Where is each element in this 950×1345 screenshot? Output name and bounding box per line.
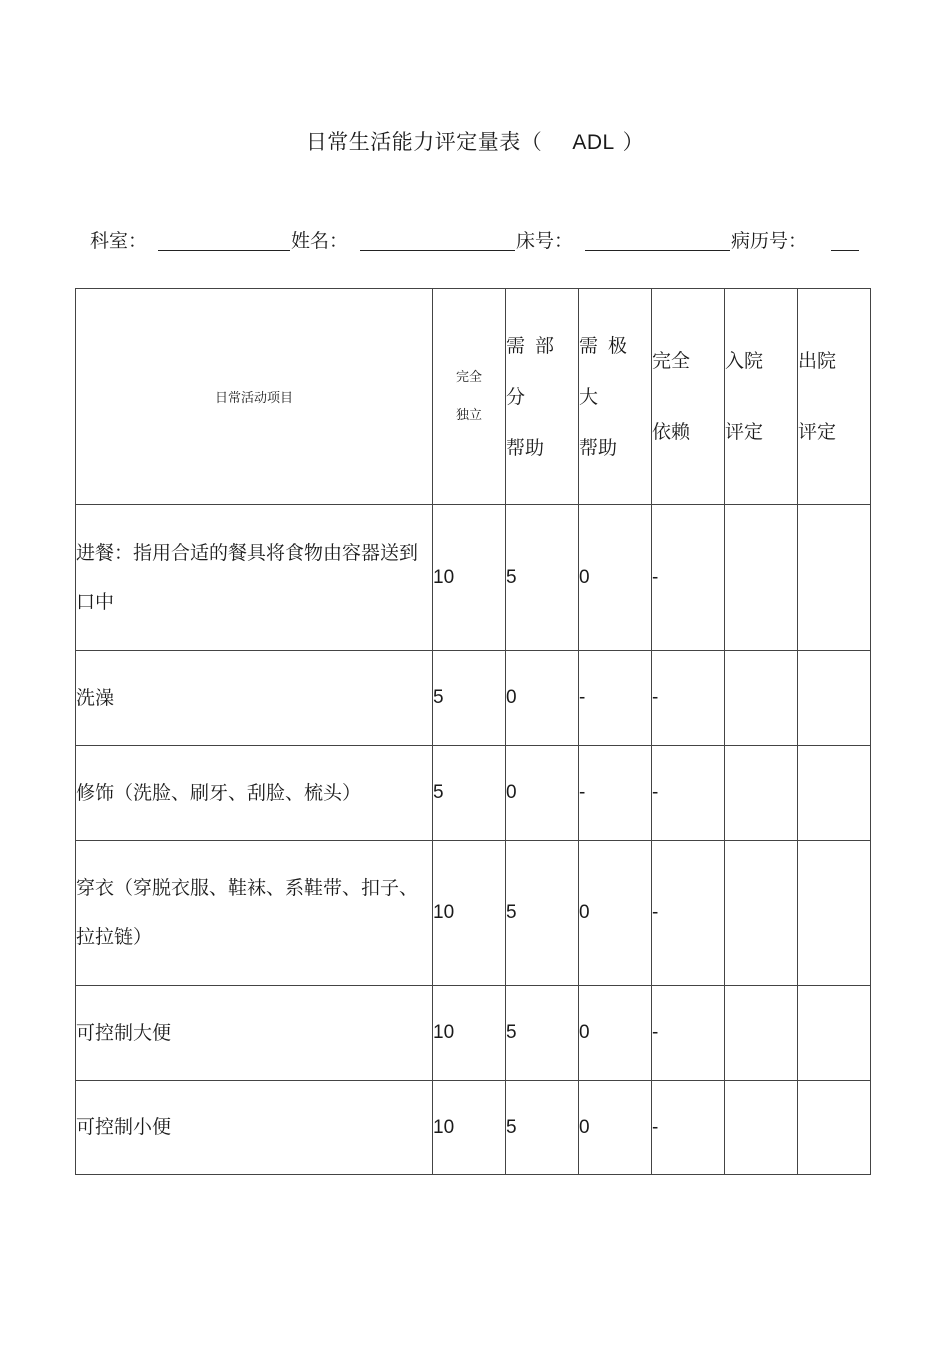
header-great-line: 大 [579, 385, 599, 408]
row-discharge-score[interactable] [798, 746, 871, 841]
title-abbr: ADL [572, 131, 615, 154]
table-row [76, 746, 871, 841]
row-independent: 10 [433, 505, 506, 651]
row-independent: 10 [433, 986, 506, 1081]
record-field[interactable] [831, 250, 859, 251]
row-partial: 0 [506, 651, 579, 746]
header-dependent-line: 完全 [652, 349, 691, 372]
department-label: 科室： [90, 230, 148, 252]
row-partial: 5 [506, 841, 579, 986]
row-discharge-score[interactable] [798, 986, 871, 1081]
row-discharge-score[interactable] [798, 505, 871, 651]
row-admission-score[interactable] [725, 651, 798, 746]
row-partial: 5 [506, 505, 579, 651]
row-great: 0 [579, 841, 652, 986]
row-great: 0 [579, 1081, 652, 1175]
header-great-line: 需 极 [579, 334, 630, 357]
row-great: - [579, 746, 652, 841]
adl-table [75, 288, 871, 1175]
row-admission-score[interactable] [725, 841, 798, 986]
row-independent: 10 [433, 841, 506, 986]
row-admission-score[interactable] [725, 986, 798, 1081]
row-partial: 0 [506, 746, 579, 841]
header-independent [433, 289, 506, 505]
row-dependent: - [652, 841, 725, 986]
patient-info-row [0, 226, 950, 256]
header-discharge [798, 289, 871, 505]
table-header-row [76, 289, 871, 505]
row-discharge-score[interactable] [798, 1081, 871, 1175]
row-independent: 5 [433, 746, 506, 841]
row-dependent: - [652, 746, 725, 841]
header-partial-line: 分 [506, 385, 526, 408]
header-admission-line: 入院 [725, 349, 764, 372]
header-discharge-line: 评定 [798, 420, 837, 443]
row-item: 修饰（洗脸、刷牙、刮脸、梳头） [76, 746, 433, 841]
table-row [76, 841, 871, 986]
title-close: ） [622, 130, 645, 154]
row-item: 穿衣（穿脱衣服、鞋袜、系鞋带、扣子、拉拉链） [76, 841, 433, 986]
table-row [76, 505, 871, 651]
row-discharge-score[interactable] [798, 841, 871, 986]
row-dependent: - [652, 986, 725, 1081]
name-label: 姓名： [291, 230, 349, 252]
row-great: - [579, 651, 652, 746]
header-admission [725, 289, 798, 505]
header-partial-line: 需 部 [506, 334, 557, 357]
page-title [0, 126, 950, 156]
header-item: 日常活动项目 [76, 289, 433, 505]
bed-field[interactable] [585, 250, 730, 251]
department-field[interactable] [158, 250, 290, 251]
header-partial-help [506, 289, 579, 505]
header-admission-line: 评定 [725, 420, 764, 443]
bed-label: 床号： [516, 230, 574, 252]
row-discharge-score[interactable] [798, 651, 871, 746]
row-admission-score[interactable] [725, 505, 798, 651]
table-row [76, 651, 871, 746]
header-discharge-line: 出院 [798, 349, 837, 372]
header-partial-line: 帮助 [506, 436, 545, 459]
header-independent-line: 独立 [455, 407, 482, 423]
row-independent: 10 [433, 1081, 506, 1175]
row-partial: 5 [506, 986, 579, 1081]
row-item: 进餐：指用合适的餐具将食物由容器送到口中 [76, 505, 433, 651]
header-dependent [652, 289, 725, 505]
row-great: 0 [579, 505, 652, 651]
row-admission-score[interactable] [725, 746, 798, 841]
row-dependent: - [652, 1081, 725, 1175]
header-independent-line: 完全 [455, 369, 482, 385]
row-item: 可控制小便 [76, 1081, 433, 1175]
row-dependent: - [652, 651, 725, 746]
record-label: 病历号： [731, 230, 808, 252]
row-admission-score[interactable] [725, 1081, 798, 1175]
title-main: 日常生活能力评定量表（ [305, 130, 543, 154]
row-dependent: - [652, 505, 725, 651]
name-field[interactable] [360, 250, 515, 251]
header-great-help [579, 289, 652, 505]
row-item: 可控制大便 [76, 986, 433, 1081]
row-great: 0 [579, 986, 652, 1081]
row-independent: 5 [433, 651, 506, 746]
row-partial: 5 [506, 1081, 579, 1175]
table-row [76, 986, 871, 1081]
row-item: 洗澡 [76, 651, 433, 746]
table-row [76, 1081, 871, 1175]
header-dependent-line: 依赖 [652, 420, 691, 443]
header-great-line: 帮助 [579, 436, 618, 459]
